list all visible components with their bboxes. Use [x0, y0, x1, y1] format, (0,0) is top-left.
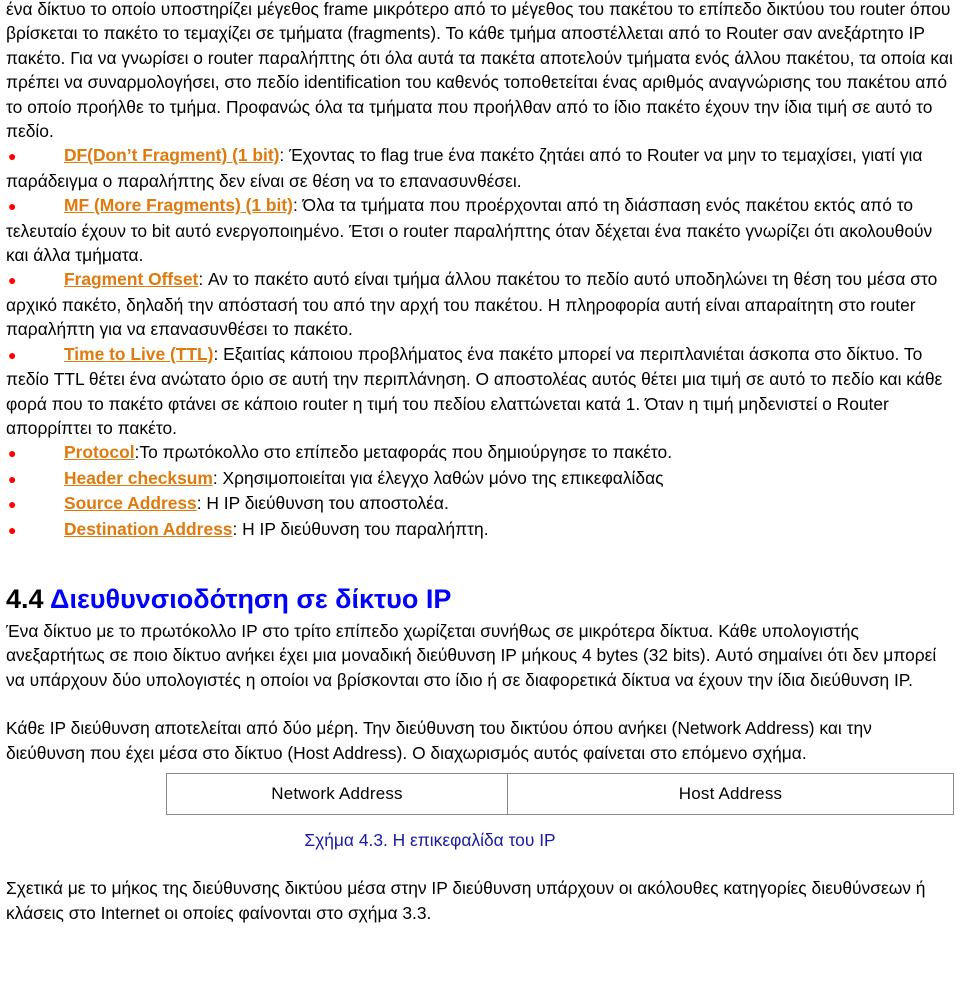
- intro-paragraph: ένα δίκτυο το οποίο υποστηρίζει μέγεθος frame μικρότερο από το μέγεθος του πακέτου το επίπεδο δικτύου του router όπου βρίσκεται το πακέτο το τεμαχίζει σε τμήματα (fragments). Το κάθε τμήμα αποστέλλεται από το Router σαν ανεξάρτητο IP πακέτο. Για να γνωρίσει ο router παραλήπτης ότι όλα αυτά τα πακέτα αποτελούν τμήματα ενός άλλου πακέτου, τα οποία και πρέπει να συναρμολογήσει, στο πεδίο identification του καθενός τοποθετείται ένας αριθμός αναγνώρισης του πακέτου από το οποίο προήλθε το τμήμα. Προφανώς όλα τα τμήματα που προήλθαν από το ίδιο πακέτο έχουν την ίδια τιμή σε αυτό το πεδίο.: [6, 0, 953, 142]
- list-item: [6, 193, 954, 267]
- list-item: [6, 440, 954, 465]
- term-description: :Το πρωτόκολλο στο επίπεδο μεταφοράς που δημιούργησε το πακέτο.: [134, 442, 673, 463]
- term-link[interactable]: MF (More Fragments) (1 bit): [64, 195, 293, 216]
- bullet-icon: ●: [8, 496, 17, 513]
- section-title: Διευθυνσιοδότηση σε δίκτυο IP: [50, 583, 452, 614]
- section-number: 4.4: [6, 583, 44, 614]
- bullet-icon: ●: [8, 445, 17, 462]
- list-item: [6, 491, 954, 516]
- term-link[interactable]: Destination Address: [64, 518, 233, 539]
- bullet-icon: ●: [8, 272, 17, 289]
- term-link[interactable]: Protocol: [64, 442, 135, 463]
- term-link[interactable]: Header checksum: [64, 467, 213, 488]
- section-paragraph: Κάθε IP διεύθυνση αποτελείται από δύο μέρη. Την διεύθυνση του δικτύου όπου ανήκει (Network Address) και την διεύθυνση που έχει μέσα στο δίκτυο (Host Address). Ο διαχωρισμός αυτός φαίνεται στο επόμενο σχήμα.: [6, 718, 872, 763]
- host-address-cell: Host Address: [678, 783, 783, 803]
- term-link[interactable]: DF(Don’t Fragment) (1 bit): [64, 145, 280, 166]
- section-paragraph: Ένα δίκτυο με το πρωτόκολλο IP στο τρίτο επίπεδο χωρίζεται συνήθως σε μικρότερα δίκτυα. Κάθε υπολογιστής ανεξαρτήτως σε ποιο δίκτυο ανήκει έχει μια μοναδική διεύθυνση IP μήκους 4 bytes (32 bits). Αυτό σημαίνει ότι δεν μπορεί να υπάρχουν δύο υπολογιστές η οποίοι να βρίσκονται στο ίδιο ή σε διαφορετικά δίκτυα να έχουν την ίδια διεύθυνση IP.: [6, 620, 937, 690]
- bullet-icon: ●: [8, 198, 17, 215]
- term-description: : Χρησιμοποιείται για έλεγχο λαθών μόνο της επικεφαλίδας: [212, 467, 664, 488]
- term-link[interactable]: Time to Live (TTL): [64, 343, 214, 364]
- term-description: : Έχοντας το flag true ένα πακέτο ζητάει από το Router να μην το τεμαχίσει, γιατί για παράδειγμα ο παραλήπτης δεν είναι σε θέση να το επανασυνθέσει.: [6, 145, 923, 191]
- term-description: : Εξαιτίας κάποιου προβλήματος ένα πακέτο μπορεί να περιπλανιέται άσκοπα στο δίκτυο. Το πεδίο TTL θέτει ένα ανώτατο όριο σε αυτή την περιπλάνηση. Ο αποστολέας αυτός θέτει μια τιμή σε αυτό το πεδίο και κάθε φορά που το πακέτο φτάνει σε κάποιο router η τιμή του πεδίου ελαττώνεται κατά 1. Όταν η τιμή μηδενιστεί ο Router απορρίπτει το πακέτο.: [6, 343, 943, 438]
- list-item: [6, 143, 954, 193]
- term-description: : Όλα τα τμήματα που προέρχονται από τη διάσπαση ενός πακέτου εκτός από το τελευταίο έχουν το bit αυτό ενεργοποιημένο. Έτσι ο router παραλήπτης όταν δέχεται ένα πακέτο γνωρίζει ότι ακολουθούν και άλλα τμήματα.: [6, 195, 933, 266]
- term-description: : Η IP διεύθυνση του παραλήπτη.: [232, 518, 489, 539]
- list-item: [6, 342, 954, 441]
- list-item: [6, 466, 954, 491]
- bullet-icon: ●: [8, 470, 17, 487]
- bullet-icon: ●: [8, 521, 17, 538]
- list-item: [6, 517, 954, 542]
- section-heading: [6, 584, 954, 614]
- network-address-cell: Network Address: [167, 774, 508, 814]
- term-description: : Η IP διεύθυνση του αποστολέα.: [196, 493, 449, 514]
- bullet-icon: ●: [8, 346, 17, 363]
- figure-caption: Σχήμα 4.3. Η επικεφαλίδα του IP: [304, 829, 556, 850]
- field-list: [6, 143, 954, 542]
- term-description: : Αν το πακέτο αυτό είναι τμήμα άλλου πακέτου το πεδίο αυτό υποδηλώνει τη θέση του μέσα στο αρχικό πακέτο, δηλαδή την απόστασή του από την αρχή του πακέτου. Η πληροφορία αυτή είναι απαραίτητη στο router παραλήπτη για να επανασυνθέσει το πακέτο.: [6, 269, 938, 340]
- term-link[interactable]: Fragment Offset: [64, 269, 199, 290]
- list-item: [6, 267, 954, 341]
- bullet-icon: ●: [8, 148, 17, 165]
- closing-paragraph: Σχετικά με το μήκος της διεύθυνσης δικτύου μέσα στην IP διεύθυνση υπάρχουν οι ακόλουθες κατηγορίες διευθύνσεων ή κλάσεις στο Internet οι οποίες φαίνονται στο σχήμα 3.3.: [6, 878, 926, 923]
- term-link[interactable]: Source Address: [64, 493, 197, 514]
- ip-address-diagram: [166, 773, 954, 815]
